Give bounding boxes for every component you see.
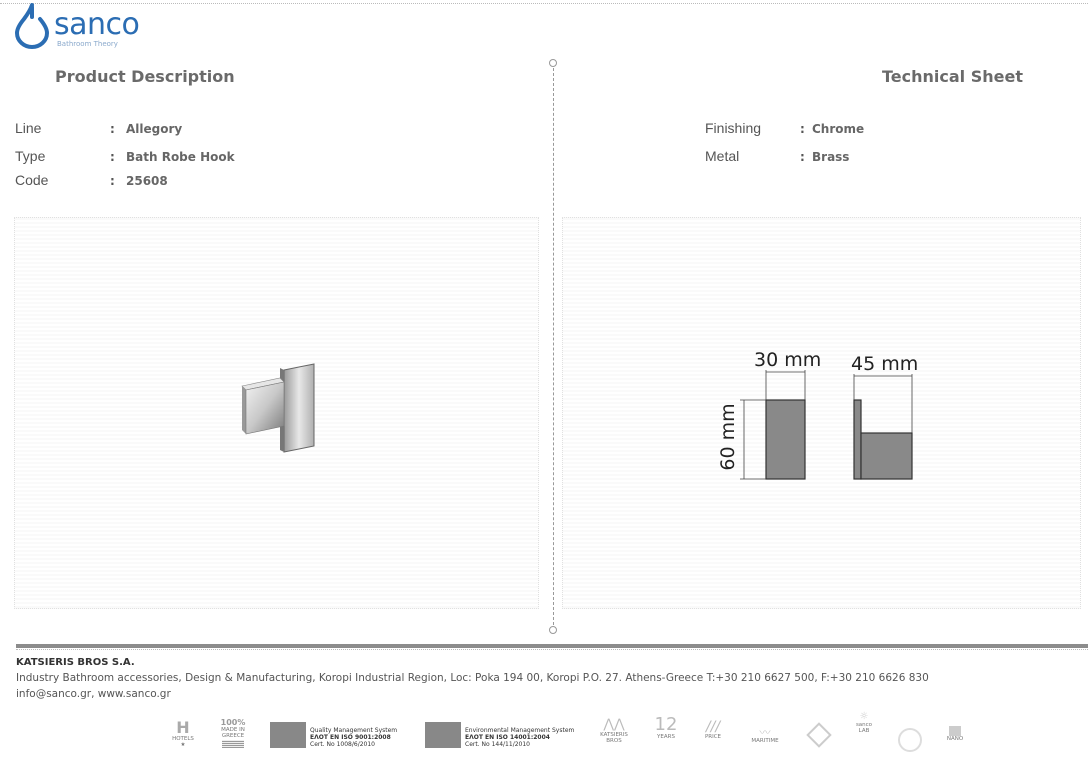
sanco-lab-badge: ☼ sanco LAB — [850, 712, 878, 734]
depth-dimension-label: 45 mm — [851, 353, 919, 375]
colon: : — [110, 174, 115, 188]
width-dimension-label: 30 mm — [754, 349, 822, 371]
metal-label: Metal — [705, 148, 740, 164]
maritime-badge: 〰 MARITIME — [746, 728, 784, 744]
qms-certificate: Quality Management System ΕΛΟΤ EN ISO 9001:2008 Cert. No 1008/6/2010 — [310, 727, 398, 748]
brand-tagline: Bathroom Theory — [57, 40, 118, 48]
height-dimension-label: 60 mm — [717, 403, 739, 471]
code-value: 25608 — [126, 174, 168, 188]
price-badge: /// PRICE — [698, 720, 728, 740]
eurocert-qms-logo-icon — [270, 722, 306, 748]
sun-icon: ☼ — [859, 711, 869, 722]
ems-certificate: Environmental Management System ΕΛΟΤ EN ISO 14001:2004 Cert. No 144/11/2010 — [465, 727, 575, 748]
wave-icon: 〰 — [759, 726, 771, 739]
katsieris-bros-badge: ⋀⋀ KATSIERIS BROS — [594, 718, 634, 744]
hotels-icon: H — [176, 718, 190, 737]
company-name: KATSIERIS BROS S.A. — [16, 657, 135, 668]
greek-flag-icon — [222, 740, 244, 748]
colon: : — [800, 150, 805, 164]
metal-value: Brass — [812, 150, 850, 164]
sanco-drop-logo-icon — [14, 3, 50, 49]
price-stripes-icon: /// — [705, 719, 721, 735]
robe-hook-product-image — [236, 360, 320, 456]
nano-badge: NANO — [940, 726, 970, 742]
column-divider — [553, 63, 554, 630]
made-in-greece-badge: 100% MADE IN GREECE — [218, 718, 248, 748]
technical-sheet-title: Technical Sheet — [882, 67, 1023, 86]
brand-name: sanco — [54, 7, 140, 42]
top-dotted-line — [0, 3, 1088, 4]
nano-icon — [949, 726, 961, 736]
footer-dotted-line — [16, 649, 1088, 650]
diamond-badge-icon — [804, 724, 830, 746]
company-contact: info@sanco.gr, www.sanco.gr — [16, 688, 171, 700]
line-label: Line — [15, 120, 42, 136]
colon: : — [800, 122, 805, 136]
hotels-badge: H HOTELS ★ — [166, 720, 200, 748]
type-label: Type — [15, 148, 46, 164]
product-description-title: Product Description — [55, 67, 235, 86]
type-value: Bath Robe Hook — [126, 150, 235, 164]
divider-bottom-dot — [549, 626, 557, 634]
years-warranty-badge: 12 YEARS — [654, 714, 678, 740]
company-address: Industry Bathroom accessories, Design & Manufacturing, Koropi Industrial Region, Loc: Poka 194 00, Koropi P.O. 27. Athens-Greece T:+30 210 6627 500, F:+30 210 6626 830 — [16, 672, 929, 684]
finishing-label: Finishing — [705, 120, 762, 136]
colon: : — [110, 122, 115, 136]
line-value: Allegory — [126, 122, 183, 136]
eurocert-ems-logo-icon — [425, 722, 461, 748]
code-label: Code — [15, 172, 49, 188]
star-icon: ★ — [180, 742, 186, 748]
finishing-value: Chrome — [812, 122, 865, 136]
colon: : — [110, 150, 115, 164]
divider-top-dot — [549, 59, 557, 67]
footer-bar — [16, 644, 1088, 648]
katsieris-logo-icon: ⋀⋀ — [603, 717, 625, 732]
seal-badge-icon — [898, 728, 922, 752]
